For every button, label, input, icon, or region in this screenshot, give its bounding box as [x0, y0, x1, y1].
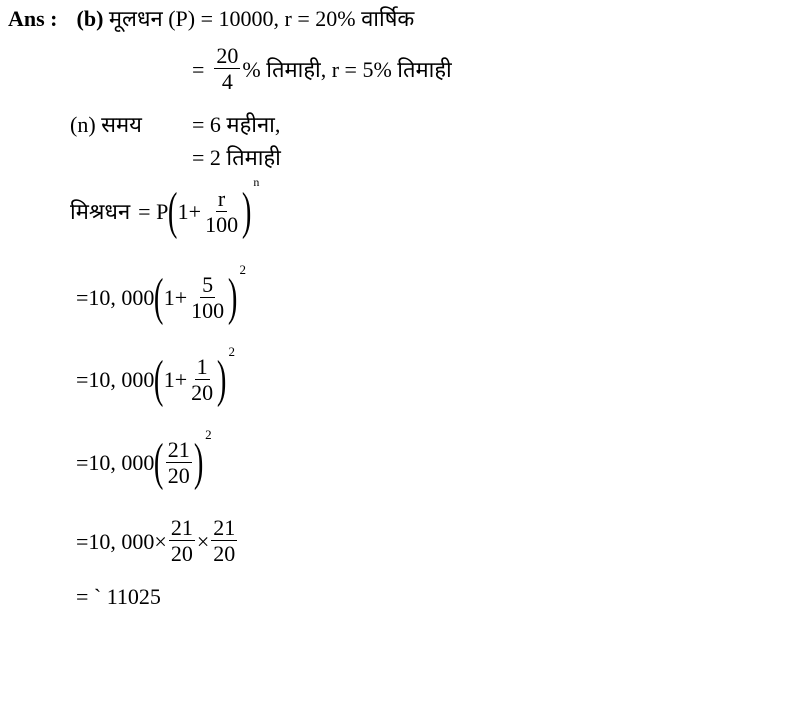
- rate-quarterly-text: % तिमाही, r = 5% तिमाही: [242, 56, 452, 82]
- step4-fraction-2: [211, 516, 237, 567]
- step3-numerator: 21: [167, 436, 190, 462]
- right-paren: ): [217, 351, 227, 408]
- step1-lhs: =10, 000: [76, 285, 155, 310]
- step4-denominator-1: 20: [170, 541, 193, 566]
- step4-numerator-2: 21: [213, 515, 236, 540]
- step4-fraction-1: [169, 516, 195, 567]
- step1-exponent: 2: [239, 262, 246, 277]
- right-paren: ): [193, 434, 204, 491]
- equals-sign: =: [192, 56, 205, 82]
- step4-lhs: =10, 000×: [76, 528, 167, 554]
- step1-numerator: 5: [202, 271, 214, 297]
- time-label: (n) समय: [70, 112, 142, 137]
- step2-numerator: 1: [196, 353, 208, 379]
- amount-formula-line: [70, 175, 260, 240]
- step2-lhs: =10, 000: [76, 367, 155, 392]
- final-answer-line: [76, 584, 161, 610]
- left-paren: (: [154, 269, 164, 326]
- amount-label: मिश्रधन: [70, 199, 131, 224]
- time-months-value: = 6 महीना,: [192, 112, 281, 137]
- answer-line-principal: [8, 6, 414, 32]
- formula-numerator: r: [217, 185, 226, 211]
- one-plus: 1+: [163, 285, 188, 310]
- rate-numerator: 20: [216, 43, 239, 68]
- formula-exponent: n: [253, 175, 260, 189]
- step4-numerator-1: 21: [170, 515, 193, 540]
- right-paren: ): [228, 269, 238, 326]
- time-quarters: [192, 145, 281, 171]
- answer-option: (b): [76, 6, 104, 31]
- left-paren: (: [154, 434, 164, 491]
- step1-denominator: 100: [191, 297, 225, 323]
- right-paren: ): [241, 183, 252, 240]
- step2-denominator: 20: [191, 379, 214, 405]
- final-answer: = ` 11025: [76, 584, 161, 609]
- step-line-3: [76, 427, 212, 491]
- step4-denominator-2: 20: [213, 541, 236, 566]
- time-quarters-value: = 2 तिमाही: [192, 145, 281, 170]
- times-sign: ×: [196, 528, 210, 554]
- formula-eq-p: = P: [138, 199, 169, 224]
- rate-denominator: 4: [221, 69, 233, 94]
- time-months: [192, 112, 280, 138]
- formula-denominator: 100: [205, 211, 239, 237]
- step3-denominator: 20: [167, 462, 190, 488]
- step-line-2: [76, 344, 235, 408]
- left-paren: (: [168, 183, 178, 240]
- one-plus: 1+: [163, 367, 188, 392]
- step2-exponent: 2: [228, 344, 235, 359]
- step-line-1: [76, 262, 246, 326]
- formula-fraction: [203, 187, 240, 238]
- ans-label: Ans :: [8, 6, 58, 31]
- step-line-4: [76, 516, 239, 567]
- left-paren: (: [154, 351, 164, 408]
- rate-conversion-line: [192, 44, 452, 95]
- step2-fraction: [189, 355, 215, 406]
- time-line: [70, 112, 142, 138]
- rate-fraction: [214, 44, 240, 95]
- step3-lhs: =10, 000: [76, 450, 155, 475]
- step3-exponent: 2: [205, 427, 212, 442]
- step1-fraction: [189, 273, 226, 324]
- step3-fraction: [166, 438, 192, 489]
- principal-text: मूलधन (P) = 10000, r = 20% वार्षिक: [108, 6, 415, 31]
- one-plus: 1+: [177, 199, 202, 224]
